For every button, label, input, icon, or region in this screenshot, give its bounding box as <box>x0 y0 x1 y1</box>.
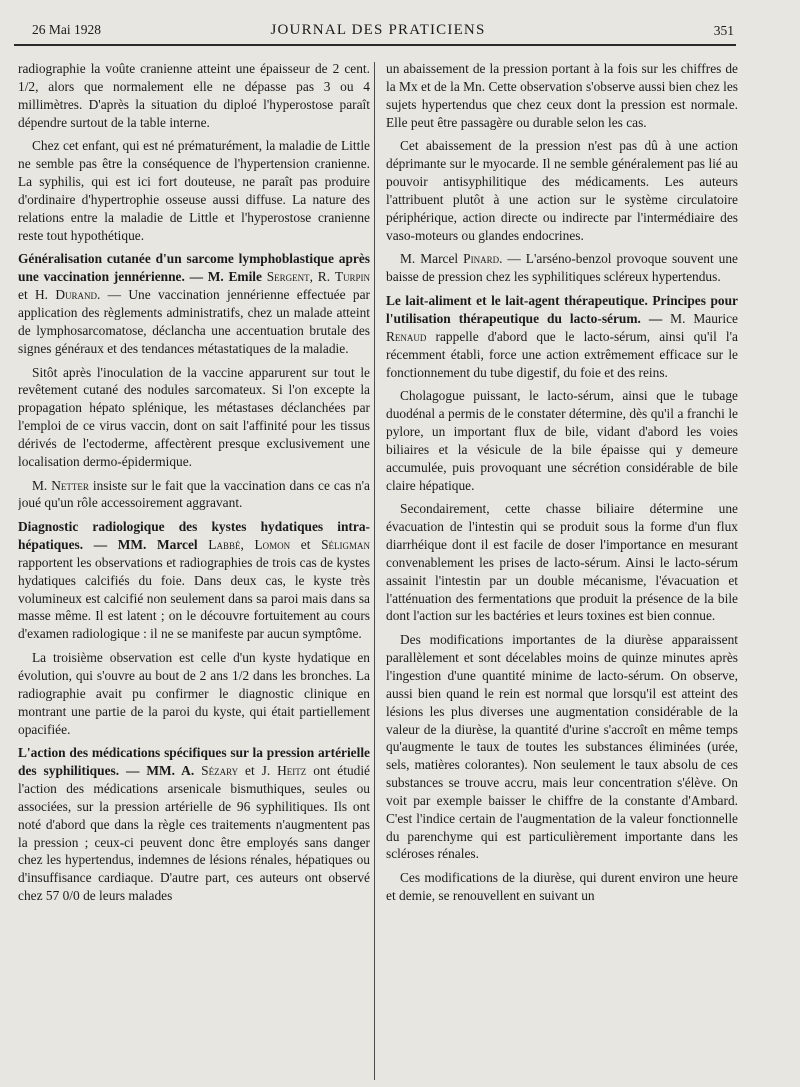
text-prefix: M. <box>32 477 52 493</box>
section-syphilitiques <box>18 744 370 905</box>
paragraph: Cet abaissement de la pression n'est pas dû à une action déprimante sur le myocarde. Il ne semble généralement pas lié au pouvoir antisyphilitique des médicaments. Les auteurs l'attribuent plutôt à une action sur le système circulatoire périphérique, action directe ou indirecte par l'intermédiaire des vaso-moteurs ou glandes endocrines. <box>386 138 738 243</box>
paragraph: Cholagogue puissant, le lacto-sérum, ainsi que le tubage duodénal a permis de le constater détermine, dès qu'il a franchi le pylore, un important flux de bile, vidant d'abord les voies biliaires et la vésicule de la bile épaisse qui y demeure accumulée, puis provoquant une sécrétion considérable de bile claire hépatique. <box>386 388 738 493</box>
paragraph: radiographie la voûte cranienne atteint une épaisseur de 2 cent. 1/2, alors que normalement elle ne dépasse pas 3 ou 4 millimètres. D'après la situation du diploé l'hyperostose paraît dépendre surtout de la table interne. <box>18 61 370 130</box>
author-separator: , <box>240 537 255 553</box>
paragraph: Ces modifications de la diurèse, qui durent environ une heure et demie, se renouvellent en suivant un <box>386 870 738 904</box>
paragraph: La troisième observation est celle d'un kyste hydatique en évolution, qui s'ouvre au bout de 2 ans 1/2 dans les bronches. La radiographie avait pu confirmer le diagnostic clinique en montrant une partie de la paroi du kyste, qui était partiellement opacifiée. <box>18 650 370 737</box>
paragraph: un abaissement de la pression portant à la fois sur les chiffres de la Mx et de la Mn. Cette observation s'observe aussi bien chez les sujets hypertendus que chez ceux dont la pression est normale. Elle peut être passagère ou durable selon les cas. <box>386 61 738 130</box>
text-prefix: M. Marcel <box>400 251 464 267</box>
author-name: Sézary <box>201 763 239 779</box>
section-text: insiste sur le fait que la vaccination dans ce cas n'a joué qu'un rôle accessoirement aggravant. <box>18 477 370 511</box>
author-name: Durand <box>55 287 97 303</box>
section-lymphosarcome <box>18 250 370 357</box>
page-number: 351 <box>713 23 734 38</box>
author-separator: et <box>290 537 322 553</box>
section-text: rapportent les observations et radiographies de trois cas de kystes hydatiques calcifiés du foie. Dans deux cas, le kyste très volumineux est calcifié non seulement dans sa paroi mais dans sa masse même. Il est latent ; on le découvre fortuitement au cours d'examen radiologique : il ne se manifeste par aucun symptôme. <box>18 554 370 642</box>
paragraph <box>386 250 738 286</box>
column-divider <box>374 62 375 1080</box>
author-name: Heitz <box>277 763 307 779</box>
section-title: Diagnostic radiologique des kystes hydatiques intra-hépatiques. — MM. Marcel <box>18 519 370 553</box>
author-separator: , R. <box>309 269 335 285</box>
author-name: Séligman <box>321 537 370 553</box>
author-name: Renaud <box>386 328 427 344</box>
author-name: Lomon <box>254 537 291 553</box>
author-name: Pinard <box>463 251 500 267</box>
author-name: Netter <box>51 477 89 493</box>
section-kystes-hydatiques <box>18 518 370 643</box>
section-text: ont étudié l'action des médications arsenicale bismuthiques, seules ou associées, sur la pression artérielle de 96 syphilitiques. Ils ont noté d'abord que dans la règle ces traitements n'augmentent pas la pression ; ceux-ci peuvent donc être employés sans danger chez les hypertendus, indemnes de lésions rénales, hépatiques ou d'insuffisance cardiaque. D'autre part, ces auteurs ont observé chez 57 0/0 de leurs malades <box>18 763 370 904</box>
section-title: Le lait-aliment et le lait-agent thérapeutique. Principes pour l'utilisation thérapeutique du lacto-sérum. — <box>386 293 738 326</box>
author-separator: et H. <box>18 287 56 303</box>
header-rule <box>14 44 736 46</box>
section-text: rappelle d'abord que le lacto-sérum, ainsi qu'il l'a récemment établi, force une action extrêmement efficace sur le fonctionnement du tube digestif, du foie et des reins. <box>386 328 738 380</box>
paragraph: Secondairement, cette chasse biliaire détermine une évacuation de l'intestin qui se produit sous la forme d'un flux diarrhéique dont il est facile de doser l'importance en mesurant convenablement les prises de lacto-sérum. Ainsi le lacto-sérum assainit l'intestin par un double mécanisme, l'évacuation et l'atténuation des fermentations que produit la présence de la bile dont l'action sur les bactéries et leurs toxines est bien connue. <box>386 501 738 624</box>
section-text: . — Une vaccination jennérienne effectuée par application des règlements administratifs, chez un malade atteint de lymphosarcomatose, déclancha une accentuation brutale des signes généraux et des tendances métastatiques de la maladie. <box>18 287 370 356</box>
paragraph <box>18 477 370 513</box>
page-header <box>22 22 734 42</box>
paragraph: Chez cet enfant, qui est né prématurément, la maladie de Little ne semble pas être la conséquence de l'hypertension cranienne. La syphilis, qui est ici fort douteuse, ne paraît pas produire d'ordinaire d'hypertrophie osseuse aussi diffuse. La nature des relations entre la maladie de Little et l'hyperostose cranienne reste tout hypothétique. <box>18 138 370 243</box>
text-prefix: M. Maurice <box>662 310 738 326</box>
right-column <box>386 60 738 1082</box>
paragraph: Sitôt après l'inoculation de la vaccine apparurent sur tout le revêtement cutané des nodules sarcomateux. Si l'on excepte la propagation hépato splénique, les métastases déclanchées par l'emploi de ce virus vaccin, dont on sait l'affinité pour les tissus dérivés de l'ectoderme, affectèrent presque exclusivement une localisation dermo-épidermique. <box>18 364 370 469</box>
paragraph: Des modifications importantes de la diurèse apparaissent parallèlement et sont décelables moins de quinze minutes après l'ingestion d'une quantité minime de lacto-sérum. On observe, aussi bien quand le rein est normal que lorsqu'il est atteint des lésions les plus diverses une augmentation considérable de la valeur de la diurèse, la quantité d'urine s'accroît en même temps qu'augmente le taux de toutes les substances éliminées (urée, sels, matières colorantes). Non seulement le taux absolu de ces substances se trouve accru, mais leur concentration s'élève. On voit par exemple baisser le chiffre de la constante d'Ambard. C'est l'indice certain de l'augmentation de la valeur fonctionnelle du parenchyme qui est particulièrement importante dans les scléroses rénales. <box>386 632 738 862</box>
author-separator: et J. <box>238 763 278 779</box>
header-date: 26 Mai 1928 <box>32 22 101 37</box>
section-title: Généralisation cutanée d'un sarcome lymphoblastique après une vaccination jennérienne. — M. Emile <box>18 251 370 285</box>
left-column <box>18 60 370 1082</box>
author-name: Sergent <box>266 269 310 285</box>
author-name: Turpin <box>334 269 370 285</box>
section-lacto-serum <box>386 292 738 381</box>
author-name: Labbé <box>208 537 241 553</box>
section-text: . — L'arséno-benzol provoque souvent une baisse de pression chez les syphilitiques scléreux hypertendus. <box>386 251 738 285</box>
section-title: L'action des médications spécifiques sur la pression artérielle des syphilitiques. — MM. A. <box>18 745 370 779</box>
journal-title: JOURNAL DES PRATICIENS <box>270 22 486 38</box>
